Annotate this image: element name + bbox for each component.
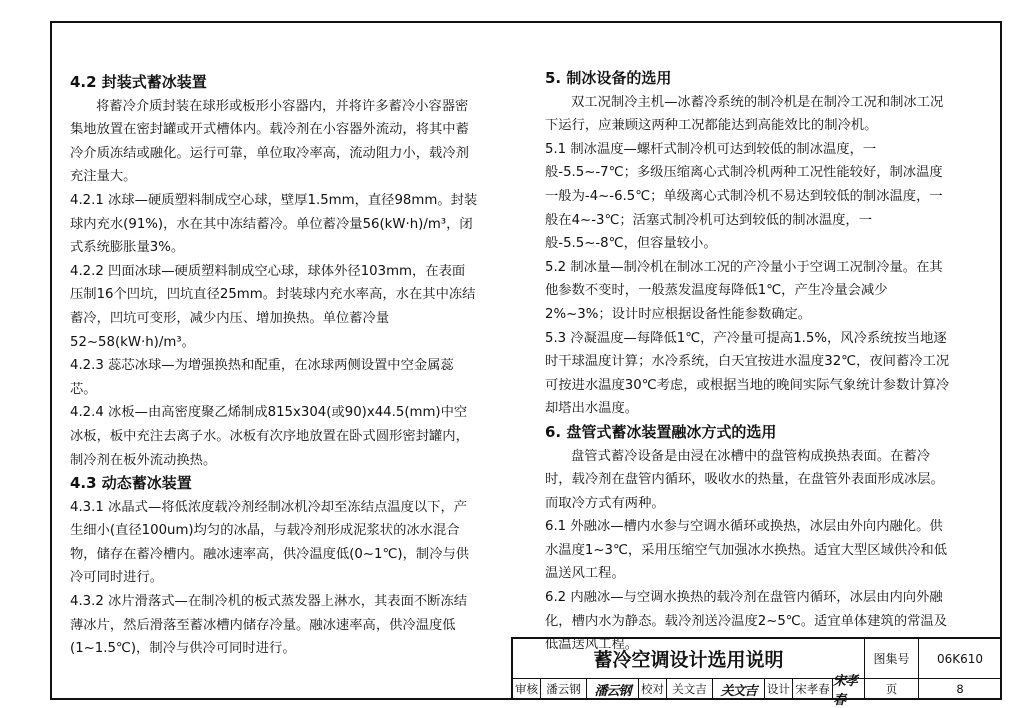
section-4-2-1-text: 4.2.1 冰球—硬质塑料制成空心球，壁厚1.5mm，直径98mm。封装球内充水(91%)，水在其中冻结蓄冷。单位蓄冷量56(kW·h)/m³，闭式系统膨胀量3%。: [70, 192, 478, 256]
section-6-heading: 6. 盘管式蓄冰装置融冰方式的选用: [545, 422, 777, 441]
section-4-3-1-text: 4.3.1 冰晶式—将低浓度载冷剂经制冰机冷却至冻结点温度以下，产生细小(直径100um)均匀的冰晶，与载冷剂形成泥浆状的冰水混合物，储存在蓄冷槽内。融冰速率高，供冷温度低(0~1℃)，制冷与供冷可同时进行。: [70, 499, 470, 586]
design-name: 宋孝春: [793, 679, 833, 699]
design-signature: 宋孝春: [833, 679, 865, 699]
section-4-2-2-text: 4.2.2 凹面冰球—硬质塑料制成空心球，球体外径103mm，在表面压制16个凹坑，凹坑直径25mm。封装球内充水率高，水在其中冻结蓄冷，凹坑可变形，减少内压、增加换热。单位蓄冷量52~58(kW·h)/m³。: [70, 263, 476, 350]
section-5-2-text: 5.2 制冰量—制冷机在制冰工况的产冷量小于空调工况制冷量。在其他参数不变时，一般蒸发温度每降低1℃，产生冷量会减少2%~3%；设计时应根据设备性能参数确定。: [545, 259, 943, 322]
review-label: 审核: [513, 679, 541, 699]
atlas-number: 06K610: [919, 639, 1001, 679]
section-4-2-heading: 4.2 封装式蓄冰装置: [70, 73, 207, 91]
review-signature: 潘云钢: [587, 679, 639, 699]
section-4-3-heading: 4.3 动态蓄冰装置: [70, 474, 192, 493]
page-label: 页: [865, 679, 919, 699]
section-5-3-text: 5.3 冷凝温度—每降低1℃，产冷量可提高1.5%，风冷系统按当地逐时干球温度计算；水冷系统，白天宜按进水温度32℃，夜间蓄冷工况可按进水温度30℃考虑，或根据当地的晚间实际气象统计参数计算冷却塔出水温度。: [545, 330, 950, 417]
section-5-text: 双工况制冷主机—冰蓄冷系统的制冷机是在制冷工况和制冰工况下运行，应兼顾这两种工况都能达到高能效比的制冷机。: [545, 94, 944, 134]
section-6-text: 盘管式蓄冷设备是由浸在冰槽中的盘管构成换热表面。在蓄冷时，载冷剂在盘管内循环，吸收水的热量，在盘管外表面形成冰层。而取冷方式有两种。: [545, 448, 944, 511]
title-block: [511, 637, 1001, 708]
left-column: [70, 71, 478, 661]
check-label: 校对: [639, 679, 667, 699]
section-4-3-2-text: 4.3.2 冰片滑落式—在制冷机的板式蒸发器上淋水，其表面不断冻结薄冰片，然后滑落至蓄冰槽内储存冷量。融冰速率高，供冷温度低(1~1.5℃)，制冷与供冷可同时进行。: [70, 594, 468, 657]
section-4-2-3-text: 4.2.3 蕊芯冰球—为增强换热和配重，在冰球两侧设置中空金属蕊芯。: [70, 358, 454, 397]
section-6-2-text: 6.2 内融冰—与空调水换热的载冷剂在盘管内循环，冰层由内向外融化，槽内水为静态。载冷剂送冷温度2~5℃。适宜单体建筑的常温及低温送风工程。: [545, 590, 948, 653]
section-5-1-text: 5.1 制冰温度—螺杆式制冷机可达到较低的制冰温度，一般-5.5~-7℃；多级压缩离心式制冷机两种工况性能较好，制冰温度一般为-4~-6.5℃；单级离心式制冷机不易达到较低的制冰温度，一般在4~-3℃；活塞式制冷机可达到较低的制冰温度，一般-5.5~-8℃，但容量较小。: [545, 141, 943, 252]
right-column: [545, 67, 953, 657]
section-4-2-text: 将蓄冷介质封装在球形或板形小容器内，并将许多蓄冷小容器密集地放置在密封罐或开式槽体内。载冷剂在小容器外流动，将其中蓄冷介质冻结或融化。运行可靠，单位取冷率高，流动阻力小，载冷剂充注量大。: [70, 98, 469, 185]
section-5-heading: 5. 制冰设备的选用: [545, 69, 672, 87]
drawing-title: 蓄冷空调设计选用说明: [513, 639, 865, 679]
design-label: 设计: [765, 679, 793, 699]
check-signature: 关文吉: [713, 679, 765, 699]
page-number: 8: [956, 682, 964, 696]
review-name: 潘云钢: [541, 679, 587, 699]
check-name: 关文吉: [667, 679, 713, 699]
section-6-1-text: 6.1 外融冰—槽内水参与空调水循环或换热，冰层由外向内融化。供水温度1~3℃，采用压缩空气加强冰水换热。适宜大型区域供冷和低温送风工程。: [545, 519, 948, 582]
atlas-number-label: 图集号: [865, 639, 919, 679]
section-4-2-4-text: 4.2.4 冰板—由高密度聚乙烯制成815x304(或90)x44.5(mm)中空冰板，板中充注去离子水。冰板有次序地放置在卧式圆形密封罐内，制冷剂在板外流动换热。: [70, 405, 469, 468]
